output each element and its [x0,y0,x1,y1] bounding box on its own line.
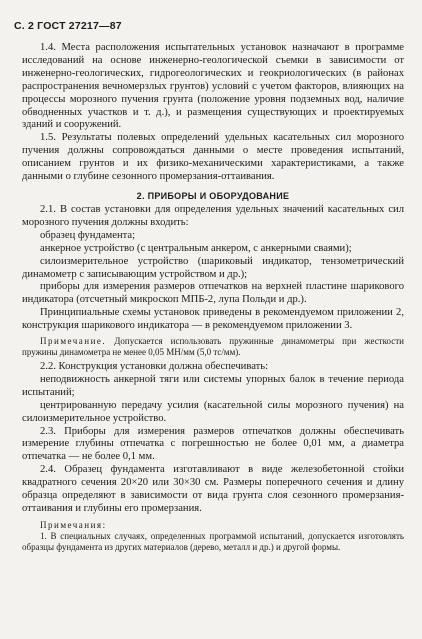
list-item-center: центрированную передачу усилия (касательной силы морозного пучения) на силоизмерительное устройство. [22,399,404,424]
list-item-force-device: силоизмерительное устройство (шариковый индикатор, тензометрический динамометр с записывающим устройством и др.); [22,255,404,280]
list-item-anchor: анкерное устройство (с центральным анкером, с анкерными сваями); [40,242,352,254]
paragraph-2-3: 2.3. Приборы для измерения размеров отпечатков должны обеспечивать измерение глубины отпечатка с погрешностью не более 0,01 мм, а диаметра отпечатка — не более 0,1 мм. [22,425,404,463]
note-item-1: 1. В специальных случаях, определенных программой испытаний, допускается изготовлять образцы фундамента из других материалов (дерево, металл и др.) и другой формы. [22,530,404,552]
note-1-text: Допускается использовать пружинные динамометры при жесткости пружины динамометра не менее 0,05 МН/мм (5,0 тс/мм). [22,336,405,358]
list-item-instruments: приборы для измерения размеров отпечатков на верхней пластине шарикового индикатора (отсчетный микроскоп МПБ-2, лупа Польди и др.). [22,281,404,306]
notes-title: Примечания: [40,519,107,530]
page-header: С. 2 ГОСТ 27217—87 [14,20,122,32]
list-item-sample: образец фундамента; [40,229,136,241]
paragraph-1-4: 1.4. Места расположения испытательных установок назначают в программе исследований на основе инженерно-геологической съемки в зависимости от инженерно-геологических, гидрогеологических и геокриологических (в районах распространения вечномерзлых грунтов) условий с учетом факторов, влияющих на процессы морозного пучения грунта (положение уровня подземных вод, наличие обводненных участков и т. д.), и размещения существующих и проектируемых зданий и сооружений. [22,42,404,131]
section-heading-2: 2. ПРИБОРЫ И ОБОРУДОВАНИЕ [136,190,290,201]
note-1-head: Примечание. [40,336,107,347]
list-item-fixed: неподвижность анкерной тяги или системы упорных балок в течение периода испытаний; [22,373,404,398]
paragraph-1-5: 1.5. Результаты полевых определений удельных касательных сил морозного пучения должны сопровождаться данными о месте проведения испытаний, описанием грунтов и их физико-механическими характеристиками, а также данными о глубине сезонного промерзания-оттаивания. [22,132,404,183]
paragraph-schemes: Принципиальные схемы установок приведены в рекомендуемом приложении 2, конструкция шарикового индикатора — в рекомендуемом приложении 3. [22,307,404,332]
paragraph-2-1: 2.1. В состав установки для определения удельных значений касательных сил морозного пучения должны входить: [22,203,404,228]
paragraph-2-4: 2.4. Образец фундамента изготавливают в виде железобетонной стойки квадратного сечения 20×20 или 30×30 см. Размеры поперечного сечения и длину образца определяют в зависимости от вида грунта слоя сезонного промерзания-оттаивания и глубины его промерзания. [22,464,404,514]
note-1 [22,336,404,358]
paragraph-2-2: 2.2. Конструкция установки должна обеспечивать: [40,361,269,373]
document-body [22,42,404,553]
